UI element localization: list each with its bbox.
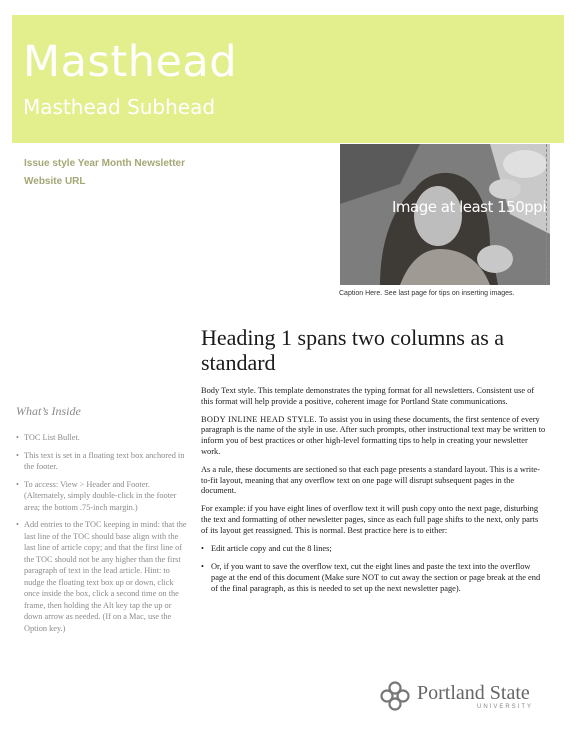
article-heading: Heading 1 spans two columns as a standard — [201, 325, 505, 375]
bullet-item: • Edit article copy and cut the 8 lines; — [201, 544, 546, 555]
toc-list — [16, 432, 188, 640]
website-url[interactable]: Website URL — [24, 176, 86, 187]
body-paragraph: As a rule, these documents are sectioned so that each page presents a standard layout. This is a write-to-fit layout, meaning that any overflow text on one page will disrupt subsequent pages in the document. — [201, 464, 540, 496]
bullet-item: • Or, if you want to save the overflow text, cut the eight lines and paste the text into the overflow page at the end of this document (Make sure NOT to cut away the section or page break at the end of the final paragraph, as this is needed to set up the next newsletter page). — [201, 562, 546, 594]
photo-placeholder — [340, 144, 550, 285]
body-paragraph — [201, 415, 546, 458]
logo-mark-icon — [379, 680, 411, 712]
body-paragraph: Body Text style. This template demonstrates the typing format for all newsletters. Consistent use of this format will help provide a positive, coherent image for Portland State communications. — [201, 386, 535, 406]
masthead-subhead: Masthead Subhead — [23, 95, 216, 119]
inline-head: BODY INLINE HEAD STYLE. — [201, 414, 317, 424]
masthead-banner — [12, 15, 564, 143]
toc-item: • TOC List Bullet. — [16, 432, 188, 444]
photo-overlay-text: Image at least 150ppi — [392, 198, 546, 216]
sidebar-title: What’s Inside — [16, 404, 81, 418]
photo-caption: Caption Here. See last page for tips on inserting images. — [339, 290, 515, 297]
masthead-title: Masthead — [23, 37, 238, 87]
body-paragraph: For example: if you have eight lines of overflow text it will push copy onto the next page, disturbing the text and formatting of other newsletter pages, since as each full page shifts to the next, only parts of its layout get reassigned. This is normal. Best practice here is to either: — [201, 504, 539, 535]
article-body — [201, 386, 546, 603]
toc-item: • Add entries to the TOC keeping in mind: that the last line of the TOC should base align with the last line of article copy; and that the first line of the TOC should not be any higher than the first paragraph of text in the lead article. Hint: to nudge the floating text box up or down, click once inside the box, click a second time on the frame, then holding the Alt key tap the up or down arrow as needed. (If on a Mac, use the Option key.) — [16, 519, 188, 634]
inline-head-body: To assist you in using these documents, the first sentence of every paragraph is the name of the style in use. After such prompts, other instructional text may be written to inform you of best practices or other high-level formatting tips to help in creating your newsletter work. — [201, 414, 546, 456]
logo-name: Portland State — [417, 682, 530, 704]
issue-line: Issue style Year Month Newsletter — [24, 158, 185, 169]
toc-item: • This text is set in a floating text box anchored in the footer. — [16, 450, 188, 473]
toc-item: • To access: View > Header and Footer. (Alternately, simply double-click in the footer area; the bottom .75-inch margin.) — [16, 479, 188, 514]
article-bullets — [201, 544, 546, 595]
photo-guide-line — [546, 144, 547, 285]
logo-subtitle: UNIVERSITY — [477, 704, 534, 710]
portland-state-logo — [379, 678, 544, 718]
